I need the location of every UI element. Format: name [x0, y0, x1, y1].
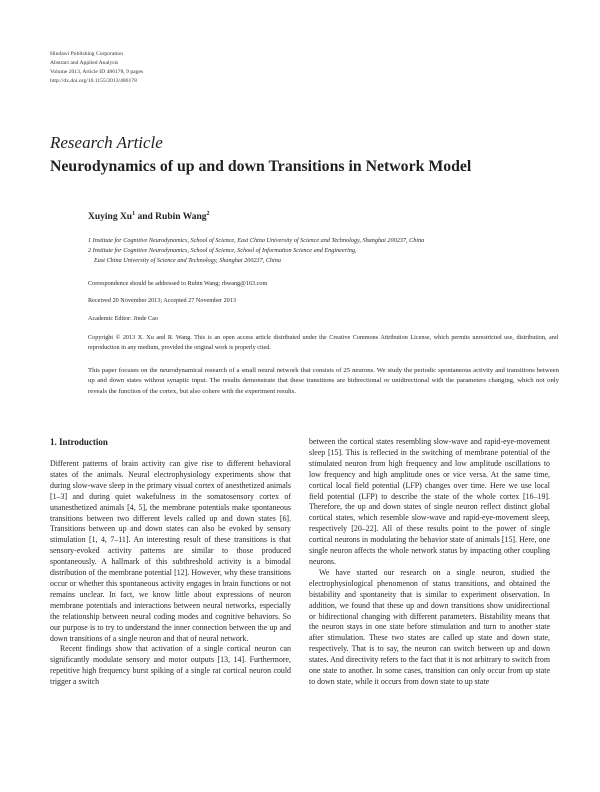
paragraph: Recent findings show that activation of a single cortical neuron can significantly modulate sensory and motor outputs [13, 14]. Furthermore, repetitive high frequency burst spiking of a single rat cortical neuron could trigger a switch	[50, 644, 291, 687]
doi-link[interactable]: http://dx.doi.org/10.1155/2013/486178	[50, 78, 137, 84]
affiliation-line: 1 Institute for Cognitive Neurodynamics, School of Science, East China University of Science and Technology, Shanghai 200237, China	[88, 237, 425, 244]
affiliations	[88, 236, 558, 266]
volume-info: Volume 2013, Article ID 486178, 9 pages	[50, 69, 144, 75]
paragraph: We have started our research on a single neuron, studied the electrophysiological phenomenon of status transitions, and obtained the bistability and spontaneity that is similar to experiment observation. In addition, we found that these up and down transitions show unidirectional or bidirectional changing with different parameters. Bistability means that the neuron stays in one state before stimulation and turn to another state after stimulation. These two states are called up state and down state, respectively. That is to say, the neuron can switch between up and down states. And directivity refers to the fact that it is not arbitrary to switch from one state to another. In some cases, transition can only occur from up state to down state, while it occurs from down state to up state	[309, 567, 550, 686]
author-affiliation-mark: 1	[132, 211, 136, 217]
article-type: Research Article	[50, 133, 163, 152]
received-accepted-dates: Received 20 November 2013; Accepted 27 November 2013	[88, 297, 236, 304]
author-connector: and	[135, 212, 156, 223]
paragraph: Different patterns of brain activity can give rise to different behavioral states of the animals. Neural electrophysiology experiments show that during slow-wave sleep in the primary visual cortex of anesthetized animals [1–3] and during quiet wakefulness in the somatosensory cortex of unanesthetized animals [4, 5], the membrane potentials make spontaneous transitions between two different levels called up and down states [6]. Transitions between up and down states can also be evoked by sensory stimulation [1, 4, 7–11]. An interesting result of these transitions is that sensory-evoked activity patterns are similar to those produced spontaneously. A hallmark of this subthreshold activity is a bimodal distribution of the membrane potential [12]. However, why these transitions occur or whether this spontaneous activity engages in brain functions or not remains unclear. In fact, we know little about expressions of neuron membrane potentials and interactions between neural networks, especially the relationship between neural coding modes and cognitive behaviors. So our purpose is to try to understand the inner connection between the up and down transitions of a single neuron and that of neural network.	[50, 459, 291, 643]
right-column	[309, 437, 550, 688]
paragraph: between the cortical states resembling slow-wave and rapid-eye-movement sleep [15]. This is reflected in the switching of membrane potential of the stimulated neuron from high frequency and low amplitude oscillations to low frequency and high amplitude ones or vice versa. At the same time, cortical local field potential (LFP) changes over time. Here we use local field potential (LFP) to describe the state of the whole cortex [16–19]. Therefore, the up and down states of single neuron reflect distinct global cortical states, which resemble slow-wave and rapid-eye-movement sleep, respectively [20–22]. All of these results point to the power of single cortical neurons in modulating the behavior state of animals [15]. Here, one single neuron affects the whole network status by impacting other coupling neurons.	[309, 437, 550, 566]
author-list	[88, 211, 210, 222]
correspondence: Correspondence should be addressed to Rubin Wang; rbwang@163.com	[88, 280, 268, 287]
journal-name: Abstract and Applied Analysis	[50, 60, 119, 66]
author-name: Rubin Wang	[155, 212, 207, 223]
left-column	[50, 459, 291, 688]
publisher-name: Hindawi Publishing Corporation	[50, 51, 124, 57]
affiliation-line: 2 Institute for Cognitive Neurodynamics, School of Science, School of Information Science and Engineering,	[88, 247, 357, 254]
author-affiliation-mark: 2	[206, 211, 210, 217]
article-title: Neurodynamics of up and down Transitions in Network Model	[50, 158, 472, 175]
academic-editor: Academic Editor: Jinde Cao	[88, 315, 158, 322]
journal-header	[50, 50, 143, 86]
section-heading: 1. Introduction	[50, 437, 108, 447]
affiliation-line: East China University of Science and Technology, Shanghai 200237, China	[94, 257, 281, 264]
abstract: This paper focuses on the neurodynamical research of a small neural network that consists of 25 neurons. We study the periodic spontaneous activity and transitions between up and down states without synaptic input. The results demonstrate that these transitions are bidirectional or unidirectional with the parameters changing, which not only reveals the function of the cortex, but also cohere with the experiment results.	[88, 367, 559, 395]
author-name: Xuying Xu	[88, 212, 133, 223]
copyright-notice: Copyright © 2013 X. Xu and R. Wang. This is an open access article distributed under the Creative Commons Attribution License, which permits unrestricted use, distribution, and reproduction in any medium, provided the original work is properly cited.	[88, 334, 558, 352]
